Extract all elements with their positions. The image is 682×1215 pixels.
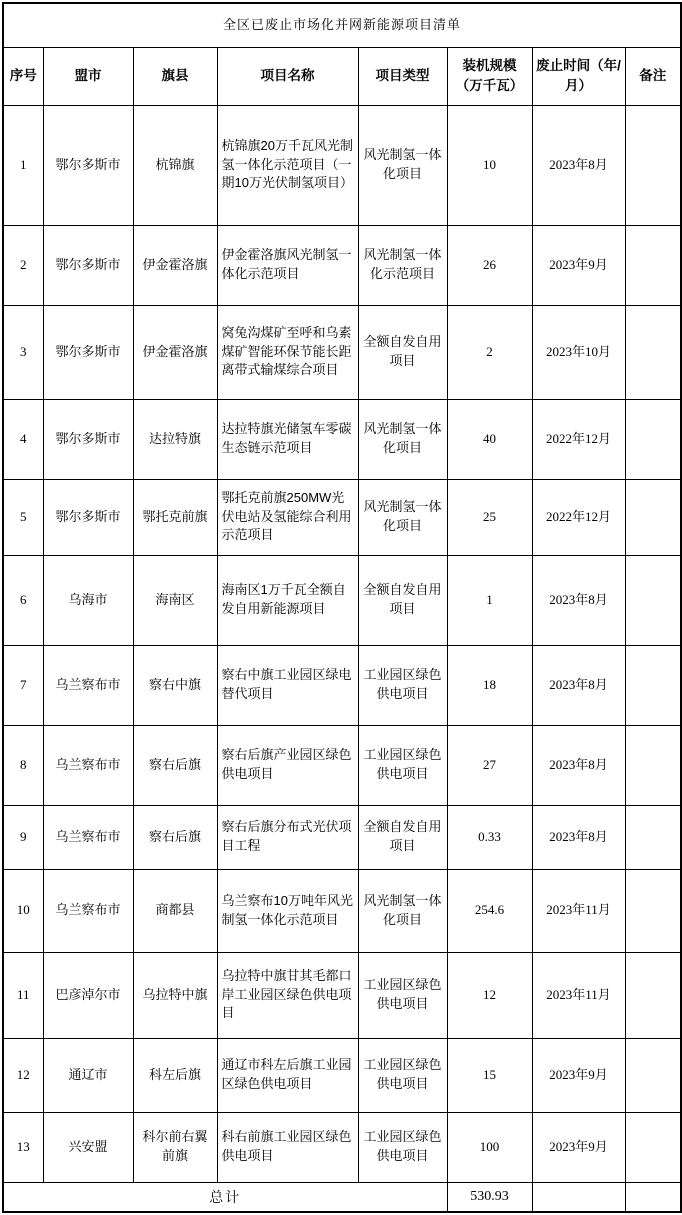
cell-installed-capacity: 10 bbox=[447, 105, 532, 225]
cell-installed-capacity: 18 bbox=[447, 645, 532, 725]
cell-remarks bbox=[625, 805, 681, 869]
header-installed-capacity: 装机规模（万千瓦） bbox=[447, 47, 532, 105]
table-header-row bbox=[3, 47, 681, 105]
cell-abolish-date: 2023年8月 bbox=[532, 105, 625, 225]
header-abolish-date: 废止时间（年/月） bbox=[532, 47, 625, 105]
cell-remarks bbox=[625, 1112, 681, 1182]
header-project-name: 项目名称 bbox=[217, 47, 358, 105]
cell-banner-county: 伊金霍洛旗 bbox=[133, 225, 217, 305]
cell-project-type: 全额自发自用项目 bbox=[358, 805, 447, 869]
cell-league-city: 兴安盟 bbox=[43, 1112, 133, 1182]
cell-banner-county: 察右后旗 bbox=[133, 725, 217, 805]
cell-project-name: 察右后旗分布式光伏项目工程 bbox=[217, 805, 358, 869]
cell-abolish-date: 2022年12月 bbox=[532, 479, 625, 555]
total-label: 总计 bbox=[3, 1182, 447, 1212]
cell-project-type: 全额自发自用项目 bbox=[358, 305, 447, 399]
table-row bbox=[3, 305, 681, 399]
cell-project-type: 风光制氢一体化项目 bbox=[358, 869, 447, 952]
table-row bbox=[3, 225, 681, 305]
header-serial-number: 序号 bbox=[3, 47, 43, 105]
cell-serial-number: 10 bbox=[3, 869, 43, 952]
cell-installed-capacity: 27 bbox=[447, 725, 532, 805]
cell-abolish-date: 2023年9月 bbox=[532, 225, 625, 305]
abolished-projects-table bbox=[2, 2, 682, 1213]
cell-project-name: 乌兰察布10万吨年风光制氢一体化示范项目 bbox=[217, 869, 358, 952]
cell-serial-number: 11 bbox=[3, 952, 43, 1038]
cell-abolish-date: 2023年11月 bbox=[532, 952, 625, 1038]
cell-league-city: 乌兰察布市 bbox=[43, 725, 133, 805]
header-banner-county: 旗县 bbox=[133, 47, 217, 105]
cell-project-name: 杭锦旗20万千瓦风光制氢一体化示范项目（一期10万光伏制氢项目） bbox=[217, 105, 358, 225]
cell-remarks bbox=[625, 555, 681, 645]
cell-abolish-date: 2022年12月 bbox=[532, 399, 625, 479]
cell-serial-number: 4 bbox=[3, 399, 43, 479]
cell-remarks bbox=[625, 645, 681, 725]
cell-remarks bbox=[625, 952, 681, 1038]
cell-league-city: 乌兰察布市 bbox=[43, 869, 133, 952]
cell-banner-county: 察右中旗 bbox=[133, 645, 217, 725]
cell-league-city: 乌兰察布市 bbox=[43, 645, 133, 725]
table-row bbox=[3, 952, 681, 1038]
cell-project-type: 工业园区绿色供电项目 bbox=[358, 725, 447, 805]
cell-project-type: 风光制氢一体化项目 bbox=[358, 105, 447, 225]
cell-project-name: 鄂托克前旗250MW光伏电站及氢能综合利用示范项目 bbox=[217, 479, 358, 555]
cell-installed-capacity: 15 bbox=[447, 1038, 532, 1112]
table-row bbox=[3, 645, 681, 725]
table-row bbox=[3, 725, 681, 805]
total-date-cell bbox=[532, 1182, 625, 1212]
cell-abolish-date: 2023年9月 bbox=[532, 1038, 625, 1112]
cell-banner-county: 察右后旗 bbox=[133, 805, 217, 869]
cell-project-type: 工业园区绿色供电项目 bbox=[358, 952, 447, 1038]
cell-installed-capacity: 2 bbox=[447, 305, 532, 399]
cell-remarks bbox=[625, 1038, 681, 1112]
cell-league-city: 鄂尔多斯市 bbox=[43, 399, 133, 479]
table-row bbox=[3, 869, 681, 952]
cell-installed-capacity: 12 bbox=[447, 952, 532, 1038]
cell-abolish-date: 2023年11月 bbox=[532, 869, 625, 952]
cell-project-name: 窝兔沟煤矿至呼和乌素煤矿智能环保节能长距离带式输煤综合项目 bbox=[217, 305, 358, 399]
cell-serial-number: 7 bbox=[3, 645, 43, 725]
cell-league-city: 乌海市 bbox=[43, 555, 133, 645]
table-row bbox=[3, 399, 681, 479]
cell-serial-number: 12 bbox=[3, 1038, 43, 1112]
cell-project-type: 风光制氢一体化示范项目 bbox=[358, 225, 447, 305]
cell-banner-county: 达拉特旗 bbox=[133, 399, 217, 479]
title-row bbox=[3, 3, 681, 47]
cell-installed-capacity: 0.33 bbox=[447, 805, 532, 869]
header-project-type: 项目类型 bbox=[358, 47, 447, 105]
cell-installed-capacity: 26 bbox=[447, 225, 532, 305]
total-row bbox=[3, 1182, 681, 1212]
cell-remarks bbox=[625, 869, 681, 952]
cell-serial-number: 13 bbox=[3, 1112, 43, 1182]
table-row bbox=[3, 555, 681, 645]
cell-installed-capacity: 1 bbox=[447, 555, 532, 645]
cell-league-city: 鄂尔多斯市 bbox=[43, 305, 133, 399]
cell-project-name: 科右前旗工业园区绿色供电项目 bbox=[217, 1112, 358, 1182]
cell-serial-number: 3 bbox=[3, 305, 43, 399]
cell-project-type: 全额自发自用项目 bbox=[358, 555, 447, 645]
total-note-cell bbox=[625, 1182, 681, 1212]
cell-remarks bbox=[625, 105, 681, 225]
table-row bbox=[3, 105, 681, 225]
cell-banner-county: 伊金霍洛旗 bbox=[133, 305, 217, 399]
cell-project-name: 乌拉特中旗甘其毛都口岸工业园区绿色供电项目 bbox=[217, 952, 358, 1038]
cell-league-city: 乌兰察布市 bbox=[43, 805, 133, 869]
cell-serial-number: 6 bbox=[3, 555, 43, 645]
cell-project-name: 察右中旗工业园区绿电替代项目 bbox=[217, 645, 358, 725]
cell-project-type: 风光制氢一体化项目 bbox=[358, 399, 447, 479]
header-league-city: 盟市 bbox=[43, 47, 133, 105]
header-remarks: 备注 bbox=[625, 47, 681, 105]
cell-project-name: 察右后旗产业园区绿色供电项目 bbox=[217, 725, 358, 805]
cell-installed-capacity: 254.6 bbox=[447, 869, 532, 952]
table-row bbox=[3, 1112, 681, 1182]
cell-serial-number: 1 bbox=[3, 105, 43, 225]
cell-remarks bbox=[625, 399, 681, 479]
cell-abolish-date: 2023年8月 bbox=[532, 555, 625, 645]
cell-banner-county: 杭锦旗 bbox=[133, 105, 217, 225]
cell-remarks bbox=[625, 725, 681, 805]
cell-banner-county: 海南区 bbox=[133, 555, 217, 645]
cell-abolish-date: 2023年8月 bbox=[532, 725, 625, 805]
cell-abolish-date: 2023年9月 bbox=[532, 1112, 625, 1182]
table-row bbox=[3, 479, 681, 555]
cell-remarks bbox=[625, 225, 681, 305]
table-row bbox=[3, 1038, 681, 1112]
cell-abolish-date: 2023年8月 bbox=[532, 805, 625, 869]
cell-remarks bbox=[625, 479, 681, 555]
cell-league-city: 巴彦淖尔市 bbox=[43, 952, 133, 1038]
cell-banner-county: 鄂托克前旗 bbox=[133, 479, 217, 555]
cell-banner-county: 乌拉特中旗 bbox=[133, 952, 217, 1038]
cell-installed-capacity: 100 bbox=[447, 1112, 532, 1182]
cell-serial-number: 2 bbox=[3, 225, 43, 305]
cell-project-name: 通辽市科左后旗工业园区绿色供电项目 bbox=[217, 1038, 358, 1112]
table-row bbox=[3, 805, 681, 869]
cell-remarks bbox=[625, 305, 681, 399]
cell-serial-number: 5 bbox=[3, 479, 43, 555]
cell-project-type: 工业园区绿色供电项目 bbox=[358, 1038, 447, 1112]
cell-installed-capacity: 25 bbox=[447, 479, 532, 555]
cell-league-city: 鄂尔多斯市 bbox=[43, 225, 133, 305]
cell-project-name: 伊金霍洛旗风光制氢一体化示范项目 bbox=[217, 225, 358, 305]
cell-league-city: 鄂尔多斯市 bbox=[43, 105, 133, 225]
cell-banner-county: 科尔前右翼前旗 bbox=[133, 1112, 217, 1182]
cell-league-city: 鄂尔多斯市 bbox=[43, 479, 133, 555]
cell-serial-number: 8 bbox=[3, 725, 43, 805]
cell-project-type: 工业园区绿色供电项目 bbox=[358, 1112, 447, 1182]
cell-abolish-date: 2023年8月 bbox=[532, 645, 625, 725]
cell-project-name: 达拉特旗光储氢车零碳生态链示范项目 bbox=[217, 399, 358, 479]
cell-project-name: 海南区1万千瓦全额自发自用新能源项目 bbox=[217, 555, 358, 645]
cell-banner-county: 商都县 bbox=[133, 869, 217, 952]
cell-abolish-date: 2023年10月 bbox=[532, 305, 625, 399]
cell-serial-number: 9 bbox=[3, 805, 43, 869]
cell-project-type: 风光制氢一体化项目 bbox=[358, 479, 447, 555]
cell-project-type: 工业园区绿色供电项目 bbox=[358, 645, 447, 725]
document-title: 全区已废止市场化并网新能源项目清单 bbox=[3, 3, 681, 47]
total-capacity: 530.93 bbox=[447, 1182, 532, 1212]
cell-league-city: 通辽市 bbox=[43, 1038, 133, 1112]
cell-banner-county: 科左后旗 bbox=[133, 1038, 217, 1112]
cell-installed-capacity: 40 bbox=[447, 399, 532, 479]
